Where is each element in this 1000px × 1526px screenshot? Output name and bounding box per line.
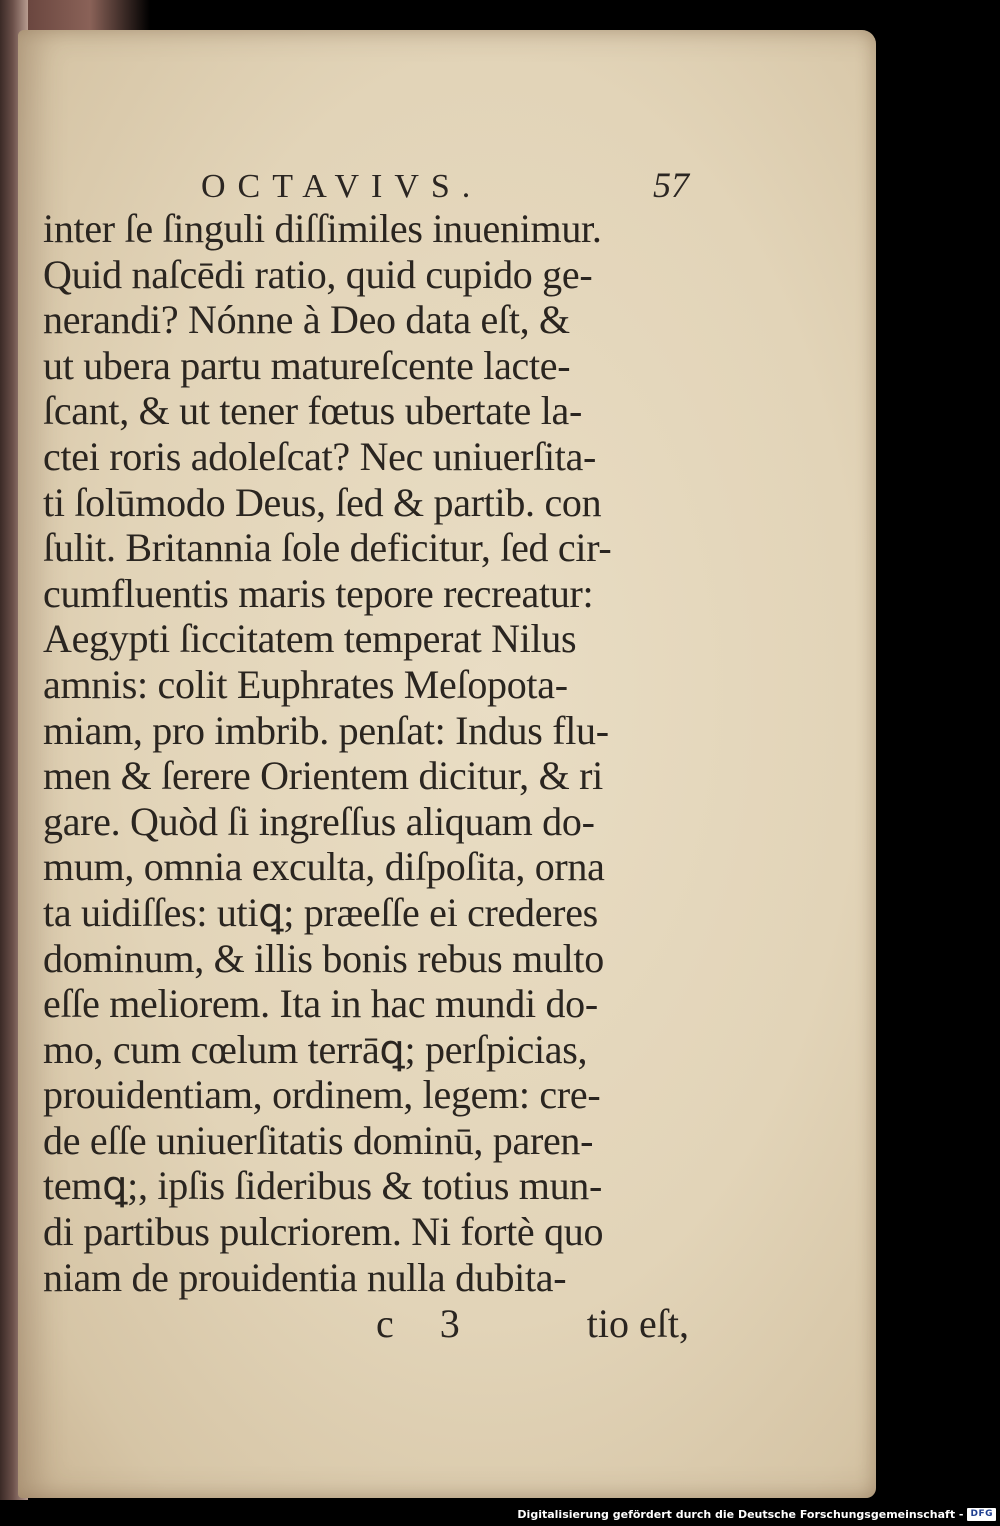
text-line: inter ſe ſinguli diſſimiles inuenimur. [43, 206, 602, 251]
text-line: ut ubera partu matureſcente lacte- [43, 342, 571, 388]
text-line: niam de prouidentia nulla dubita- [43, 1254, 567, 1300]
text-line: Quid naſcēdi ratio, quid cupido ge- [43, 251, 593, 297]
text-line: temꝗ;, ipſis ſideribus & totius mun- [43, 1163, 603, 1209]
text-line: eſſe meliorem. Ita in hac mundi do- [43, 981, 598, 1027]
text-line: miam, pro imbrib. penſat: Indus flu- [43, 707, 609, 753]
book-page [18, 30, 876, 1498]
text-area [43, 160, 693, 1346]
text-line: prouidentiam, ordinem, legem: cre- [43, 1072, 601, 1118]
text-line: men & ſerere Orientem dicitur, & ri [43, 753, 603, 799]
text-block [43, 206, 693, 1300]
text-line: mo, cum cœlum terrāꝗ; perſpicias, [43, 1026, 588, 1072]
signature-line [43, 1300, 693, 1346]
page-number: 57 [653, 165, 689, 205]
text-line: cumfluentis maris tepore recreatur: [43, 570, 594, 616]
running-title: OCTAVIVS. [201, 168, 483, 205]
text-line: ſcant, & ut tener fœtus ubertate la- [43, 388, 582, 434]
signature-mark: c 3 [376, 1301, 478, 1347]
text-line: nerandi? Nónne à Deo data eſt, & [43, 297, 570, 343]
footer-credit: Digitalisierung gefördert durch die Deutsche Forschungsgemeinschaft - [517, 1507, 964, 1521]
text-line: de eſſe uniuerſitatis dominū, paren- [43, 1117, 594, 1163]
text-line: amnis: colit Euphrates Meſopota- [43, 661, 568, 707]
text-line: gare. Quòd ſi ingreſſus aliquam do- [43, 798, 595, 844]
text-line: ſulit. Britannia ſole deficitur, ſed cir- [43, 525, 612, 571]
text-line: dominum, & illis bonis rebus multo [43, 935, 604, 981]
text-line: di partibus pulcriorem. Ni fortè quo [43, 1209, 604, 1255]
text-line: Aegypti ſiccitatem temperat Nilus [43, 616, 577, 662]
running-head [43, 160, 693, 206]
catchword: tio eſt, [586, 1301, 689, 1347]
text-line: ti ſolūmodo Deus, ſed & partib. con [43, 479, 602, 525]
text-line: ctei roris adoleſcat? Nec uniuerſita- [43, 433, 597, 479]
digitization-footer [517, 1504, 996, 1524]
text-line: ta uidiſſes: utiꝗ; præeſſe ei crederes [43, 889, 598, 935]
dfg-logo-icon [967, 1508, 996, 1521]
text-line: mum, omnia exculta, diſpoſita, orna [43, 844, 605, 890]
dfg-logo-text: DFG [970, 1509, 993, 1519]
